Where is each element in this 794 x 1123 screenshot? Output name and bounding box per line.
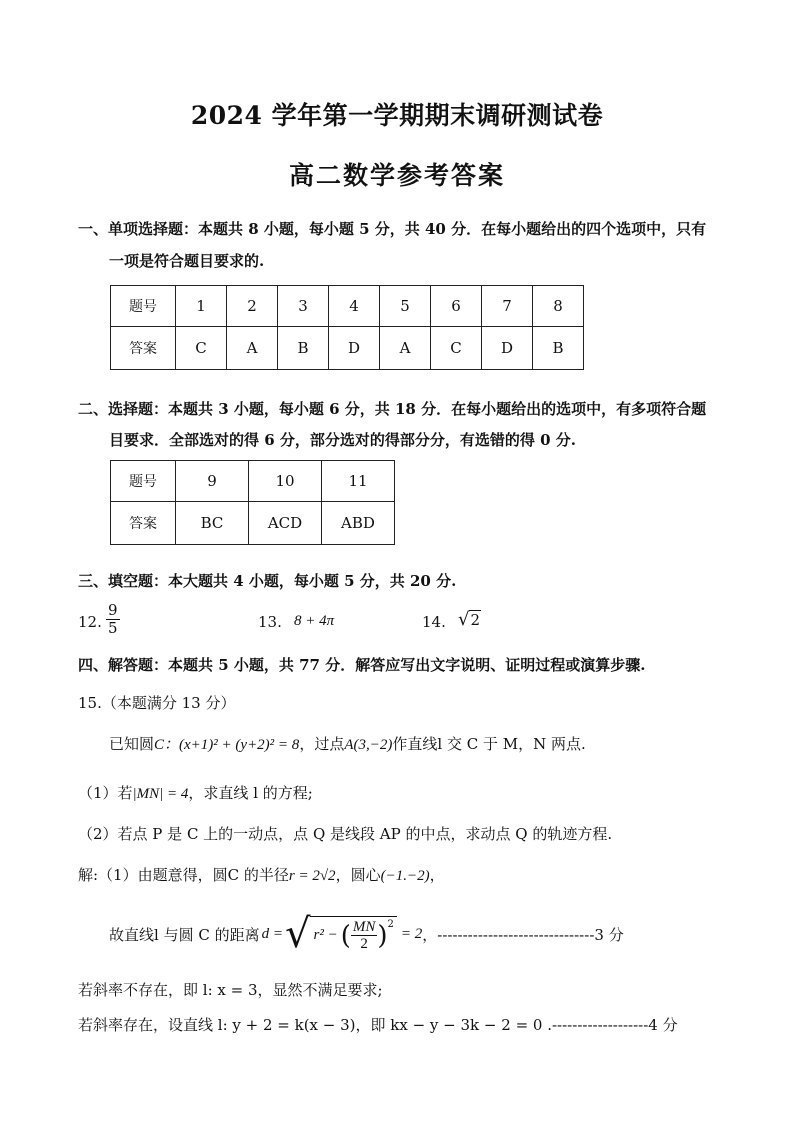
q15-solution-line1 (78, 864, 445, 885)
section3-heading: 三、填空题：本大题共 4 小题，每小题 5 分，共 20 分. (78, 572, 457, 590)
section2-answer-table (110, 460, 395, 545)
table-cell: D (329, 327, 380, 370)
sol-text-d: ， (429, 866, 445, 884)
q14-answer (458, 609, 481, 630)
q15-circle-equation: C：(x+1)² + (y+2)² = 8 (154, 737, 300, 753)
table-cell: 1 (176, 286, 227, 327)
table-row (111, 327, 584, 370)
sol-text-c: ，圆心 (335, 866, 381, 884)
q15-slope-undefined: 若斜率不存在，即 l: x = 3，显然不满足要求; (78, 981, 383, 999)
q15-stem-text-a: 已知圆 (109, 735, 155, 753)
right-paren-icon: ) (377, 920, 388, 951)
table-row (111, 286, 584, 327)
dist-frac-numerator: MN (352, 918, 376, 935)
q15-stem-text-c: 作直线 (392, 735, 438, 753)
sqrt-icon: √ (458, 609, 470, 630)
dist-r-squared: r² − (313, 927, 338, 943)
dist-lhs: d = (261, 925, 283, 942)
section4-heading: 四、解答题：本题共 5 小题，共 77 分．解答应写出文字说明、证明过程或演算步骤. (78, 656, 646, 674)
page-subtitle: 高二数学参考答案 (288, 161, 505, 190)
q15-point-a: A(3,−2) (344, 737, 393, 753)
table-cell: C (176, 327, 227, 370)
q14-label: 14. (422, 613, 446, 631)
q15-solution-distance (109, 904, 624, 964)
q15-part1 (78, 782, 313, 803)
table-cell: 9 (176, 461, 249, 502)
table-cell: 2 (227, 286, 278, 327)
q13-label: 13. (258, 613, 282, 631)
q12-answer-fraction (106, 602, 120, 636)
table-cell: 5 (380, 286, 431, 327)
q15-stem (109, 733, 586, 754)
table-cell: 7 (482, 286, 533, 327)
q12-denominator: 5 (108, 618, 118, 637)
table-cell: A (380, 327, 431, 370)
table-cell: D (482, 327, 533, 370)
q14-radicand: 2 (470, 611, 481, 629)
table-row (111, 461, 395, 502)
table-cell: 8 (533, 286, 584, 327)
table-cell: B (533, 327, 584, 370)
table-cell: 4 (329, 286, 380, 327)
q12-label: 12. (78, 613, 102, 631)
page-title: 2024 学年第一学期期末调研测试卷 (190, 101, 604, 130)
sol-center: (−1.−2) (380, 868, 430, 884)
q15-part1-condition: |MN| = 4 (132, 786, 189, 802)
dist-text-a: 故直线 (109, 925, 155, 944)
table-row (111, 502, 395, 545)
dist-score: ，-------------------------------3 分 (422, 925, 624, 944)
table-cell: BC (176, 502, 249, 545)
q15-stem-text-d: l 交 C 于 M，N 两点. (437, 735, 586, 753)
table-header-question: 题号 (111, 461, 176, 502)
table-header-answer: 答案 (111, 502, 176, 545)
table-header-answer: 答案 (111, 327, 176, 370)
section1-heading-line1: 一、单项选择题：本题共 8 小题，每小题 5 分，共 40 分．在每小题给出的四个选项中，只有 (78, 220, 707, 238)
table-cell: 11 (322, 461, 395, 502)
section2-heading-line1: 二、选择题：本题共 3 小题，每小题 6 分，共 18 分．在每小题给出的选项中，有多项符合题 (78, 400, 707, 418)
table-header-question: 题号 (111, 286, 176, 327)
table-cell: B (278, 327, 329, 370)
table-cell: C (431, 327, 482, 370)
table-cell: 10 (249, 461, 322, 502)
q15-part2: （2）若点 P 是 C 上的一动点，点 Q 是线段 AP 的中点，求动点 Q 的轨迹方程. (78, 825, 613, 843)
section2-heading-line2: 目要求．全部选对的得 6 分，部分选对的得部分分，有选错的得 0 分. (109, 431, 576, 449)
squared-superscript-icon: 2 (387, 918, 394, 930)
table-cell: ABD (322, 502, 395, 545)
dist-radicand (310, 916, 396, 953)
left-paren-icon: ( (340, 920, 351, 951)
sqrt-icon: √ (284, 911, 311, 957)
q12-numerator: 9 (108, 601, 118, 619)
table-cell: A (227, 327, 278, 370)
q15-slope-defined: 若斜率存在，设直线 l: y + 2 = k(x − 3)，即 kx − y − 3k − 2 = 0 .-------------------4 分 (78, 1016, 678, 1034)
dist-text-b: l 与圆 C 的距离 (154, 925, 260, 944)
table-cell: 3 (278, 286, 329, 327)
q15-stem-text-b: ，过点 (299, 735, 345, 753)
section1-heading-line2: 一项是符合题目要求的. (109, 252, 265, 270)
sol-text-b: C 的半径 (227, 866, 289, 884)
q15-part1-text-b: ，求直线 l 的方程; (188, 784, 313, 802)
q13-answer: 8 + 4π (294, 613, 335, 629)
sol-text-a: 解:（1）由题意得，圆 (78, 866, 228, 884)
dist-rhs: = 2 (400, 925, 423, 942)
section1-answer-table (110, 285, 584, 370)
sol-radius: r = 2√2 (288, 868, 336, 884)
q15-part1-text-a: （1）若 (78, 784, 133, 802)
table-cell: ACD (249, 502, 322, 545)
q15-header: 15.（本题满分 13 分） (78, 694, 236, 712)
dist-frac-denominator: 2 (360, 936, 368, 952)
table-cell: 6 (431, 286, 482, 327)
